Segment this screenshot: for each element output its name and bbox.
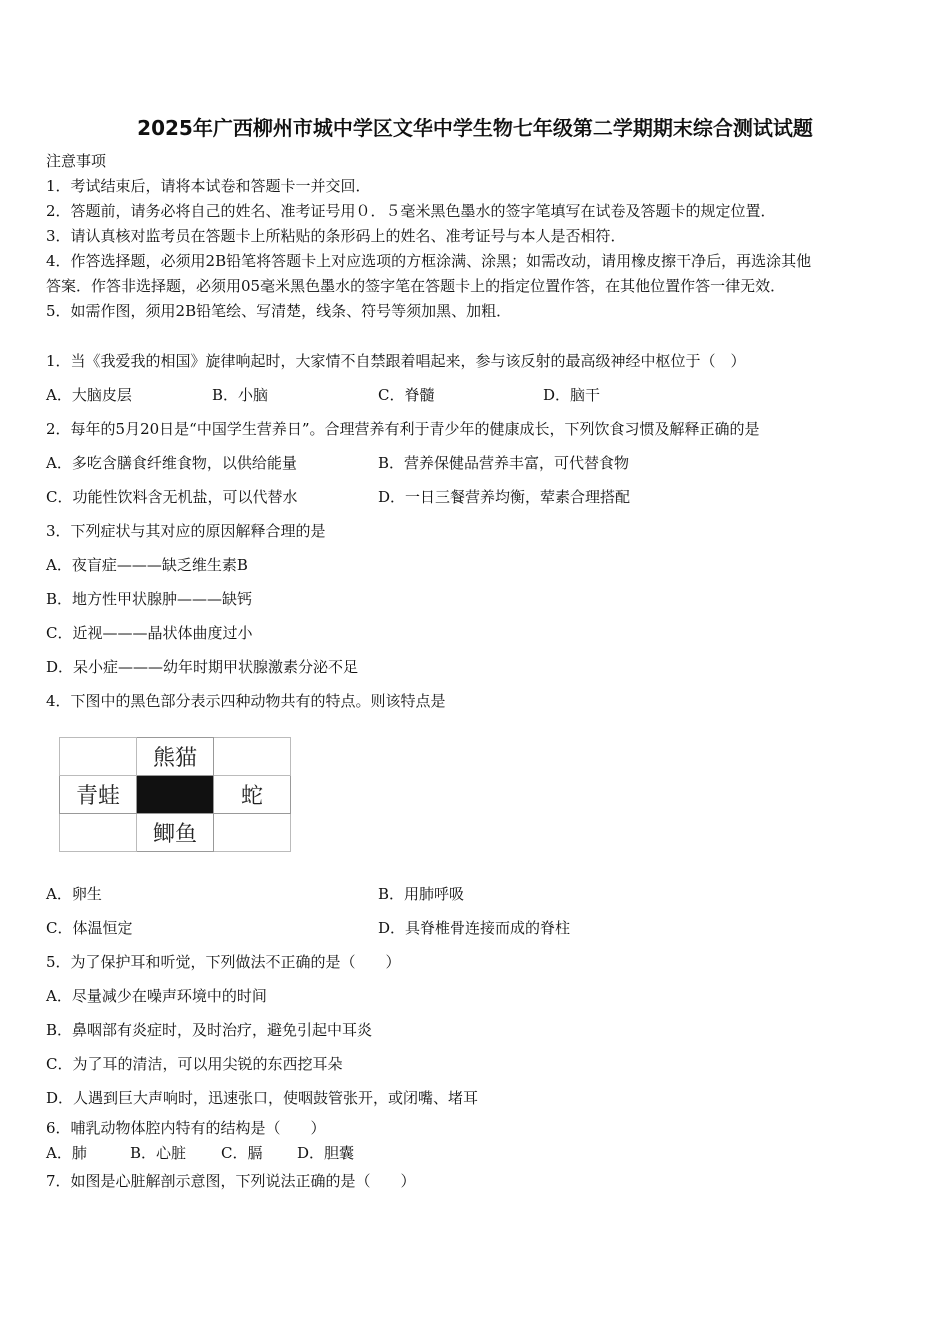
animal-venn-grid [59, 737, 291, 853]
q2-option-b: B．营养保健品营养丰富，可代替食物 [378, 454, 630, 472]
q1-option-b: B．小脑 [212, 386, 269, 404]
q5-option-c: C．为了耳的清洁，可以用尖锐的东西挖耳朵 [46, 1055, 343, 1073]
question-7-stem: 7．如图是心脏解剖示意图，下列说法正确的是（ ） [46, 1172, 416, 1190]
q1-option-a: A．大脑皮层 [46, 386, 132, 404]
q4-option-d: D．具脊椎骨连接而成的脊柱 [378, 919, 571, 937]
note-item: 5．如需作图，须用2B铅笔绘、写清楚，线条、符号等须加黑、加粗． [46, 302, 512, 320]
q4-option-c: C．体温恒定 [46, 919, 133, 937]
q1-option-d: D．脑干 [543, 386, 601, 404]
question-3-stem: 3．下列症状与其对应的原因解释合理的是 [46, 522, 326, 540]
grid-cell-frog: 青蛙 [60, 776, 137, 814]
question-5-stem: 5．为了保护耳和听觉，下列做法不正确的是（ ） [46, 953, 401, 971]
question-6-stem: 6．哺乳动物体腔内特有的结构是（ ） [46, 1119, 326, 1137]
q2-option-d: D．一日三餐营养均衡，荤素合理搭配 [378, 488, 631, 506]
q5-option-d: D．人遇到巨大声响时，迅速张口，使咽鼓管张开，或闭嘴、堵耳 [46, 1089, 479, 1107]
q2-option-c: C．功能性饮料含无机盐，可以代替水 [46, 488, 298, 506]
grid-cell-empty [214, 738, 291, 776]
q3-option-a: A．夜盲症———缺乏维生素B [46, 556, 248, 574]
note-item: 3．请认真核对监考员在答题卡上所粘贴的条形码上的姓名、准考证号与本人是否相符． [46, 227, 626, 245]
question-4-stem: 4．下图中的黑色部分表示四种动物共有的特点。则该特点是 [46, 692, 446, 710]
q4-option-a: A．卵生 [46, 885, 102, 903]
q6-option-c: C．膈 [221, 1144, 263, 1162]
q6-option-a: A．肺 [46, 1144, 87, 1162]
q4-option-b: B．用肺呼吸 [378, 885, 465, 903]
note-item: 答案．作答非选择题，必须用05毫米黑色墨水的签字笔在答题卡上的指定位置作答，在其他位置作答一律无效． [46, 277, 786, 295]
question-1-stem: 1．当《我爱我的相国》旋律响起时，大家情不自禁跟着唱起来，参与该反射的最高级神经中枢位于（ ） [46, 352, 746, 370]
q2-option-a: A．多吃含膳食纤维食物，以供给能量 [46, 454, 297, 472]
q3-option-b: B．地方性甲状腺肿———缺钙 [46, 590, 253, 608]
grid-cell-empty [60, 738, 137, 776]
note-item: 4．作答选择题，必须用2B铅笔将答题卡上对应选项的方框涂满、涂黑；如需改动，请用橡皮擦干净后，再选涂其他 [46, 252, 812, 270]
q5-option-b: B．鼻咽部有炎症时，及时治疗，避免引起中耳炎 [46, 1021, 373, 1039]
note-item: 1．考试结束后，请将本试卷和答题卡一并交回． [46, 177, 371, 195]
page-title: 2025年广西柳州市城中学区文华中学生物七年级第二学期期末综合测试试题 [137, 116, 813, 140]
notes-heading: 注意事项 [46, 152, 107, 170]
grid-cell-empty [60, 814, 137, 852]
grid-cell-panda: 熊猫 [137, 738, 214, 776]
note-item: 2．答题前，请务必将自己的姓名、准考证号用０．５毫米黑色墨水的签字笔填写在试卷及答题卡的规定位置． [46, 202, 776, 220]
q1-option-c: C．脊髓 [378, 386, 435, 404]
grid-cell-shared-feature [137, 776, 214, 814]
grid-cell-carp: 鲫鱼 [137, 814, 214, 852]
q6-option-d: D．胆囊 [297, 1144, 355, 1162]
question-2-stem: 2．每年的5月20日是“中国学生营养日”。合理营养有利于青少年的健康成长，下列饮食习惯及解释正确的是 [46, 420, 760, 438]
q5-option-a: A．尽量减少在噪声环境中的时间 [46, 987, 267, 1005]
q3-option-c: C．近视———晶状体曲度过小 [46, 624, 253, 642]
grid-cell-snake: 蛇 [214, 776, 291, 814]
q3-option-d: D．呆小症———幼年时期甲状腺激素分泌不足 [46, 658, 359, 676]
grid-cell-empty [214, 814, 291, 852]
q6-option-b: B．心脏 [130, 1144, 187, 1162]
